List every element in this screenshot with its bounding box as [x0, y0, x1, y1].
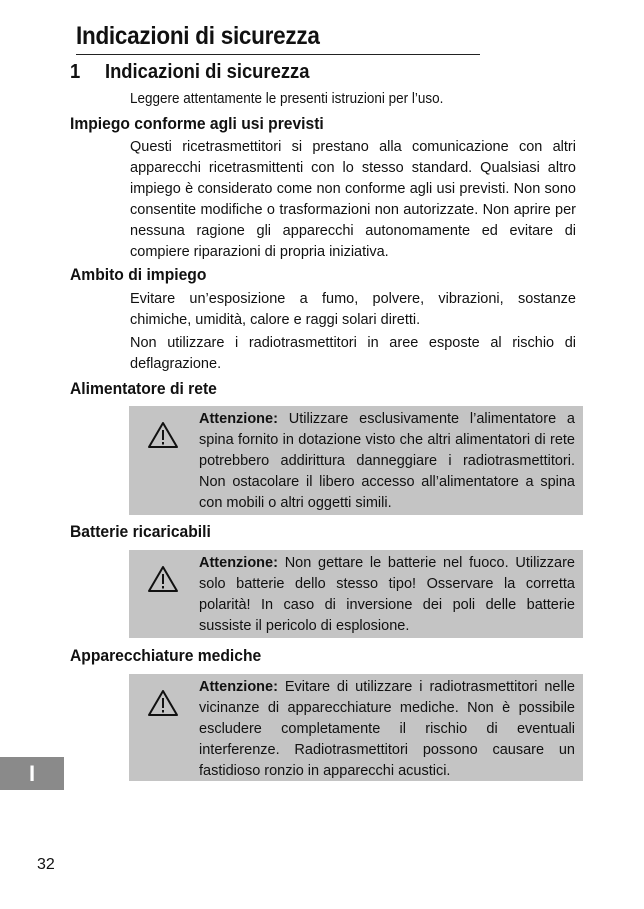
language-tab: I	[0, 757, 64, 790]
warning-body: Evitare di utilizzare i radiotrasmettitori nelle vicinanze di apparecchiature mediche. Non è possibile escludere completamente il rischio di eventuali interferenze. Radiotrasmettitori possono causare un fastidioso ronzio in apparecchi acustici.	[199, 679, 575, 779]
warning-label: Attenzione:	[199, 411, 278, 427]
warning-label: Attenzione:	[199, 679, 278, 695]
intended-use-text: Questi ricetrasmettitori si prestano alla comunicazione con altri apparecchi ricetrasmittenti con lo stesso standard. Qualsiasi altro impiego è considerato come non conforme agli usi previsti. Non sono consentite modifiche o trasformazioni non autorizzate. Non aprire per nessuna ragione gli apparecchi autonomamente ed evitare di compiere riparazioni di propria iniziativa.	[130, 139, 576, 260]
intro-text: Leggere attentamente le presenti istruzioni per l’uso.	[130, 91, 444, 107]
warning-box-medical	[129, 674, 583, 781]
warning-triangle-icon	[147, 565, 179, 593]
page-number: 32	[37, 856, 55, 873]
warning-text-power-supply	[199, 409, 575, 514]
warning-text-medical	[199, 677, 575, 782]
section-number: 1	[70, 61, 81, 83]
scope-text-1: Evitare un’esposizione a fumo, polvere, vibrazioni, sostanze chimiche, umidità, calore e raggi solari diretti.	[130, 291, 576, 328]
heading-medical: Apparecchiature mediche	[70, 646, 262, 665]
page-title: Indicazioni di sicurezza	[76, 22, 320, 50]
warning-body: Utilizzare esclusivamente l’alimentatore a spina fornito in dotazione visto che altri alimentatori di rete potrebbero addirittura danneggiare i radiotrasmettitori. Non ostacolare il libero accesso all’alimentatore a spina con mobili o altri oggetti simili.	[199, 411, 576, 511]
warning-box-power-supply	[129, 406, 583, 515]
warning-text-batteries	[199, 553, 575, 637]
heading-batteries: Batterie ricaricabili	[70, 522, 211, 541]
page-header	[76, 20, 480, 55]
warning-box-batteries	[129, 550, 583, 638]
section-title-text: Indicazioni di sicurezza	[104, 61, 310, 83]
warning-label: Attenzione:	[199, 555, 278, 571]
heading-scope: Ambito di impiego	[70, 265, 207, 284]
warning-body: Non gettare le batterie nel fuoco. Utilizzare solo batterie dello stesso tipo! Osservare la corretta polarità! In caso di inversione dei poli delle batterie sussiste il pericolo di esplosione.	[199, 555, 575, 634]
warning-triangle-icon	[147, 421, 179, 449]
section-title	[70, 61, 309, 84]
warning-triangle-icon	[147, 689, 179, 717]
scope-text-2: Non utilizzare i radiotrasmettitori in aree esposte al rischio di deflagrazione.	[130, 335, 576, 372]
heading-intended-use: Impiego conforme agli usi previsti	[70, 114, 324, 133]
heading-power-supply: Alimentatore di rete	[70, 379, 217, 398]
